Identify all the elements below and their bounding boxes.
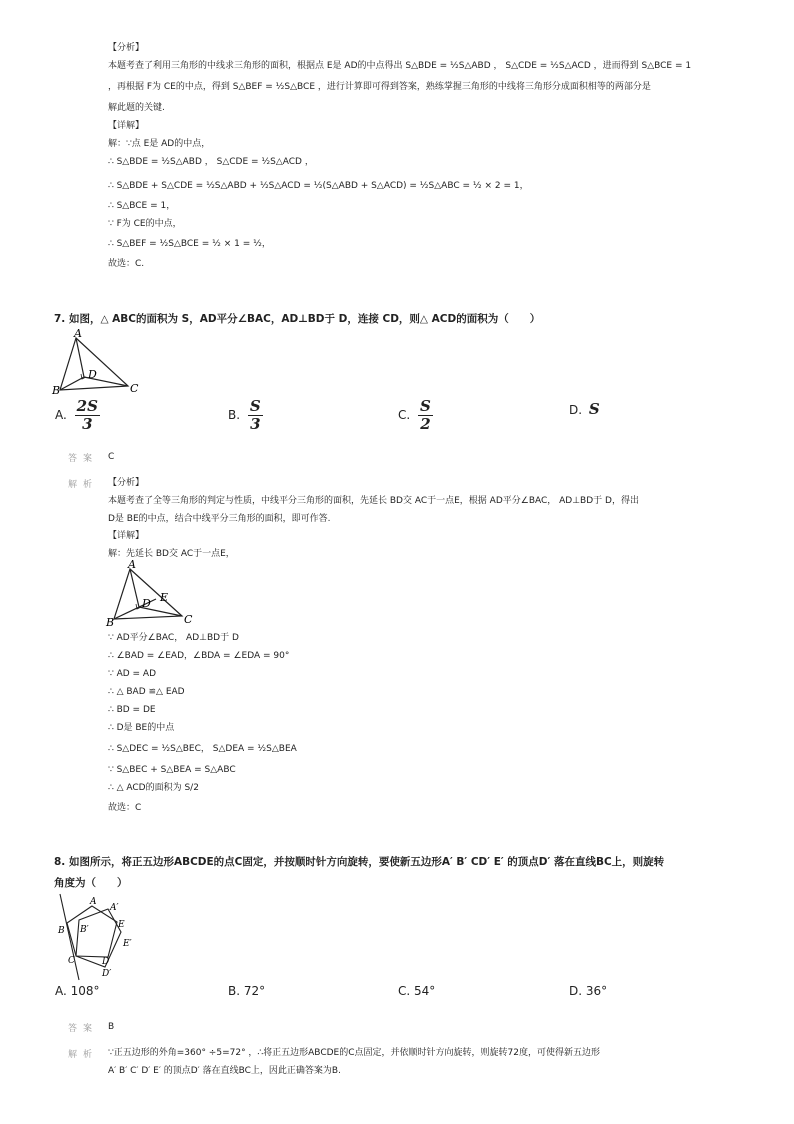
q7-option-a[interactable] [55, 398, 100, 433]
q7-answer: C [108, 452, 115, 462]
q7-option-a-key: A. [55, 408, 67, 422]
q7-option-d[interactable] [569, 400, 600, 418]
q8-option-d-key: D. [569, 984, 583, 998]
q7-option-b-key: B. [228, 408, 241, 422]
q7-option-d-key: D. [569, 403, 583, 417]
q7-step: ∴ △ BAD ≌△ EAD [108, 687, 185, 697]
detail-step: 解：∵点 E是 AD的中点， [108, 139, 211, 149]
q8-label-d-prime: D′ [102, 969, 112, 979]
q8-option-c[interactable] [398, 984, 435, 998]
q8-option-d-value: 36° [585, 984, 608, 998]
q7s-label-d: D [142, 597, 151, 610]
q7-label-c: C [130, 382, 139, 395]
detail-step: 故选：C. [108, 259, 145, 269]
q7s-label-c: C [184, 613, 193, 626]
q7s-label-e: E [160, 591, 169, 604]
q7-explain-label: 解析 [68, 480, 99, 490]
detail-tag: 【详解】 [108, 121, 145, 131]
q8-label-d: D [102, 957, 110, 967]
q7-option-c[interactable] [398, 398, 433, 433]
q7-stem: 7. 如图，△ ABC的面积为 S，AD平分∠BAC，AD⊥BD于 D，连接 CD，则△ ACD的面积为（ ） [54, 313, 541, 325]
detail-step: ∴ S△BEF = ½S△BCE = ½ × 1 = ½， [108, 239, 271, 249]
q8-option-b[interactable] [228, 984, 265, 998]
q7-step: ∴ S△DEC = ½S△BEC， S△DEA = ½S△BEA [108, 744, 297, 754]
q8-option-b-key: B. [228, 984, 241, 998]
q8-label-e-prime: E′ [123, 939, 132, 949]
detail-step: ∴ S△BDE + S△CDE = ½S△ABD + ½S△ACD = ½(S△ABD + S△ACD) = ½S△ABC = ½ × 2 = 1， [108, 181, 529, 191]
q8-answer: B [108, 1022, 115, 1032]
q8-explain-label: 解析 [68, 1050, 99, 1060]
q8-line-bc [60, 894, 79, 980]
q8-label-b-prime: B′ [80, 925, 89, 935]
q8-option-c-value: 54° [414, 984, 436, 998]
q8-explain-line-2: A′ B′ C′ D′ E′ 的顶点D′ 落在直线BC上，因此正确答案为B. [108, 1066, 341, 1076]
q7s-triangle-abc [114, 569, 182, 619]
q8-option-c-key: C. [398, 984, 411, 998]
detail-step: ∵ F为 CE的中点， [108, 219, 182, 229]
q8-stem-line-2: 角度为（ ） [54, 877, 128, 889]
q7s-segment-ad [130, 569, 139, 607]
analysis-tag: 【分析】 [108, 43, 145, 53]
q7-step: ∵ AD平分∠BAC， AD⊥BD于 D [108, 633, 239, 643]
q7-option-c-key: C. [398, 408, 411, 422]
q7-option-a-num: 2S [76, 397, 98, 415]
q8-label-a: A [90, 897, 97, 907]
q7-option-a-den: 3 [82, 415, 93, 433]
q7-triangle-abc [60, 338, 128, 390]
q8-label-e: E [118, 920, 125, 930]
q7-answer-label: 答案 [68, 454, 99, 464]
q8-label-a-prime: A′ [110, 903, 119, 913]
q8-pentagon-original [67, 906, 117, 957]
q8-label-b: B [58, 926, 65, 936]
q7s-label-a: A [128, 560, 136, 571]
detail-step: ∴ S△BCE = 1， [108, 201, 176, 211]
q8-option-a-key: A. [55, 984, 67, 998]
q8-pentagon-rotated [76, 909, 121, 967]
q8-stem-line-1: 8. 如图所示，将正五边形ABCDE的点C固定，并按顺时针方向旋转，要使新五边形A′ B′ CD′ E′ 的顶点D′ 落在直线BC上，则旋转 [54, 856, 665, 868]
analysis-line-2: ，再根据 F为 CE的中点，得到 S△BEF = ½S△BCE ，进行计算即可得到答案，熟练掌握三角形的中线将三角形分成面积相等的两部分是 [108, 82, 651, 92]
q7-step: ∴ ∠BAD = ∠EAD，∠BDA = ∠EDA = 90° [108, 651, 290, 661]
q7-option-b-fraction [248, 398, 263, 433]
q7-solution-figure [104, 560, 200, 630]
q7-label-d: D [88, 368, 97, 381]
q7-step: 故选：C [108, 803, 142, 813]
q7-option-c-num: S [420, 397, 431, 415]
detail-step: ∴ S△BDE = ½S△ABD ， S△CDE = ½S△ACD ， [108, 157, 314, 167]
q7-step: ∴ D是 BE的中点 [108, 723, 175, 733]
analysis-line-1: 本题考查了利用三角形的中线求三角形的面积，根据点 E是 AD的中点得出 S△BDE = ½S△ABD ， S△CDE = ½S△ACD ，进而得到 S△BCE = 1 [108, 61, 692, 71]
q7-option-d-value: S [588, 400, 600, 418]
analysis-line-3: 解此题的关键. [108, 103, 165, 113]
q8-option-a-value: 108° [70, 984, 100, 998]
q7-option-b-num: S [249, 397, 261, 415]
q8-figure [54, 892, 150, 982]
q8-label-c: C [68, 956, 75, 966]
q7-detail-intro: 解：先延长 BD交 AC于一点E， [108, 549, 235, 559]
q7-figure [50, 328, 140, 398]
q8-option-d[interactable] [569, 984, 607, 998]
q8-answer-label: 答案 [68, 1024, 99, 1034]
q7-step: ∴ BD = DE [108, 705, 156, 715]
q7-detail-tag: 【详解】 [108, 531, 145, 541]
q7-option-b[interactable] [228, 398, 263, 433]
q7-label-a: A [74, 328, 82, 340]
q7-analysis-line-1: 本题考查了全等三角形的判定与性质，中线平分三角形的面积，先延长 BD交 AC于一点E，根据 AD平分∠BAC， AD⊥BD于 D，得出 [108, 496, 639, 506]
q8-option-a[interactable] [55, 984, 100, 998]
q7-option-c-den: 2 [420, 415, 431, 433]
q7-analysis-tag: 【分析】 [108, 478, 145, 488]
q7-option-c-fraction [418, 398, 433, 433]
q7-analysis-line-2: D是 BE的中点，结合中线平分三角形的面积，即可作答. [108, 514, 331, 524]
q7-step: ∴ △ ACD的面积为 S/2 [108, 783, 199, 793]
q7-option-b-den: 3 [250, 415, 261, 433]
q7-label-b: B [52, 384, 61, 397]
q8-option-b-value: 72° [243, 984, 266, 998]
q8-explain-line-1: ∵正五边形的外角=360° ÷5=72° ，∴将正五边形ABCDE的C点固定，并依顺时针方向旋转，则旋转72度，可使得新五边形 [108, 1048, 600, 1058]
q7-step: ∵ AD = AD [108, 669, 157, 679]
q7s-label-b: B [106, 616, 115, 629]
q7-step: ∵ S△BEC + S△BEA = S△ABC [108, 765, 236, 775]
q7-option-a-fraction [75, 398, 100, 433]
